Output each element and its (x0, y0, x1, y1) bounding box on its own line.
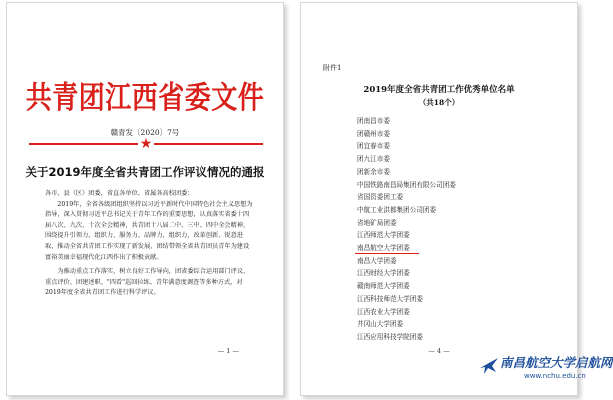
watermark-url: www.nchu.edu.cn (524, 372, 586, 380)
unit-list-item: 省国资委团工委 (357, 193, 404, 202)
aircraft-logo-icon (478, 354, 500, 376)
unit-list-item: 团新余市委 (357, 167, 390, 176)
unit-list-item: 江西应用科技学院团委 (357, 332, 423, 341)
red-divider-left (29, 143, 138, 145)
document-red-header: 共青团江西省委文件 (25, 80, 265, 117)
page-number: — 4 — (428, 347, 450, 355)
unit-list-item: 江西财经大学团委 (357, 269, 410, 278)
unit-list-item: 南昌航空大学团委 (357, 242, 557, 255)
document-number: 赣青发〔2020〕7号 (110, 128, 180, 137)
notice-salutation: 各市、县（区）团委，省直各单位、省属各高校团委： (45, 190, 194, 197)
unit-list-item: 省地矿局团委 (357, 218, 397, 227)
unit-list-item: 中航工业洪都集团公司团委 (357, 205, 437, 214)
unit-list-item: 团赣州市委 (357, 129, 390, 138)
unit-list-item: 团宜春市委 (357, 142, 390, 151)
unit-list-item: 江西农业大学团委 (357, 307, 410, 316)
unit-list-item: 团南昌市委 (357, 117, 390, 125)
notice-paragraph: 为推动重点工作落实，树立良好工作导向，团省委综合运用部门评议、重点评价、团建述职、"四看"巡回拉练、青年满意度调查等多种方式，对2019年度全省共青团工作进行科学评议。 (45, 268, 250, 297)
page-number: — 1 — (217, 347, 239, 355)
unit-list-item: 中国铁路南昌局集团有限公司团委 (357, 180, 456, 189)
unit-list-item: 南昌大学团委 (357, 256, 397, 265)
notice-paragraph: 2019年，全省各级团组织坚持以习近平新时代中国特色社会主义思想为指导，深入贯彻习近平总书记关于青年工作的重要思想，认真落实省委十四届八次、九次、十次全会精神，共青团十八届二中、三中、四中全会精神，围绕提升引领力、组织力、服务力、品牌力，组织力，改革创新、锐意进取，推动全省共青团工作实现了新发展，团结带领全省共青团员青年为建设富裕美丽幸福现代化江西作出了积极贡献。 (45, 200, 253, 261)
unit-list-item: 江西科技师范大学团委 (357, 294, 423, 303)
red-star-icon: ★ (139, 136, 153, 152)
annex-label: 附件1 (323, 64, 342, 72)
notice-document-page (6, 2, 284, 396)
watermark-site-name: 南昌航空大学启航网 (500, 355, 613, 370)
site-watermark (478, 352, 613, 388)
unit-list-item: 赣南师范大学团委 (357, 282, 410, 291)
notice-body (45, 189, 255, 299)
unit-list-item: 井冈山大学团委 (357, 320, 404, 329)
red-divider-right (154, 143, 263, 145)
unit-list-item: 江西师范大学团委 (357, 231, 410, 240)
annex-title: 2019年度全省共青团工作优秀单位名单 (363, 85, 515, 95)
annex-count: （共18个） (418, 98, 460, 107)
excellent-unit-list (357, 115, 557, 344)
annex-document-page (300, 2, 578, 396)
unit-list-item: 团九江市委 (357, 155, 390, 164)
notice-title: 关于2019年度全省共青团工作评议情况的通报 (25, 165, 265, 179)
